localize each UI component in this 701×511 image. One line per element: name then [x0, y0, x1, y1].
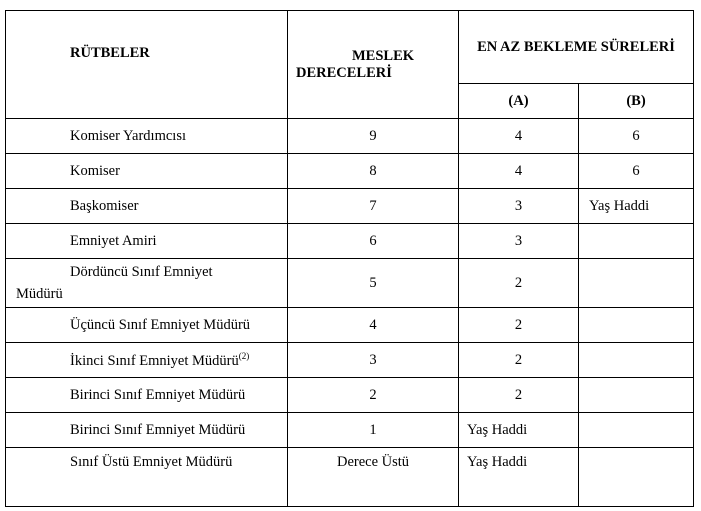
rank-cell: Komiser	[6, 154, 288, 189]
wait-a-cell: 4	[459, 154, 579, 189]
table-row	[6, 224, 694, 259]
table-row	[6, 413, 694, 448]
degree-cell: 9	[288, 119, 459, 154]
rank-line2: Müdürü	[16, 286, 63, 302]
wait-b-cell	[579, 448, 694, 507]
rank-text: İkinci Sınıf Emniyet Müdürü	[70, 352, 239, 369]
rank-cell: Birinci Sınıf Emniyet Müdürü	[6, 413, 288, 448]
rank-line1: Dördüncü Sınıf Emniyet	[70, 264, 213, 280]
table-row	[6, 189, 694, 224]
wait-a-cell: Yaş Haddi	[459, 448, 579, 507]
table-row	[6, 154, 694, 189]
degree-cell: 1	[288, 413, 459, 448]
wait-b-cell	[579, 413, 694, 448]
wait-a-cell: 3	[459, 224, 579, 259]
table-row	[6, 119, 694, 154]
wait-b-cell: 6	[579, 119, 694, 154]
rank-cell	[6, 259, 288, 308]
rank-table	[5, 10, 694, 507]
wait-b-cell	[579, 378, 694, 413]
header-meslek-dereceleri	[288, 11, 459, 119]
wait-a-cell: 4	[459, 119, 579, 154]
wait-b-cell	[579, 343, 694, 378]
wait-a-cell: 2	[459, 378, 579, 413]
degree-cell: 7	[288, 189, 459, 224]
rank-cell: Sınıf Üstü Emniyet Müdürü	[6, 448, 288, 507]
degree-cell: 5	[288, 259, 459, 308]
header-rutbeler: RÜTBELER	[6, 11, 288, 119]
wait-a-cell: 2	[459, 343, 579, 378]
rank-cell: Üçüncü Sınıf Emniyet Müdürü	[6, 308, 288, 343]
header-meslek-line2: DERECELERİ	[296, 64, 392, 81]
rank-cell: Birinci Sınıf Emniyet Müdürü	[6, 378, 288, 413]
rank-cell: Emniyet Amiri	[6, 224, 288, 259]
degree-cell: 3	[288, 343, 459, 378]
wait-a-cell: 2	[459, 259, 579, 308]
rank-cell: Komiser Yardımcısı	[6, 119, 288, 154]
wait-b-cell	[579, 259, 694, 308]
degree-cell: 2	[288, 378, 459, 413]
wait-a-cell: 3	[459, 189, 579, 224]
header-bekleme-sureleri: EN AZ BEKLEME SÜRELERİ	[459, 11, 694, 84]
wait-b-cell: Yaş Haddi	[579, 189, 694, 224]
wait-b-cell: 6	[579, 154, 694, 189]
header-meslek-line1: MESLEK	[352, 47, 415, 64]
wait-a-cell: Yaş Haddi	[459, 413, 579, 448]
wait-a-cell: 2	[459, 308, 579, 343]
table-row	[6, 308, 694, 343]
degree-cell: 4	[288, 308, 459, 343]
table-row	[6, 378, 694, 413]
degree-cell: 6	[288, 224, 459, 259]
rank-cell	[6, 343, 288, 378]
degree-cell: 8	[288, 154, 459, 189]
wait-b-cell	[579, 224, 694, 259]
table-row	[6, 448, 694, 507]
degree-cell: Derece Üstü	[288, 448, 459, 507]
header-a: (A)	[459, 84, 579, 119]
footnote-marker: (2)	[238, 350, 250, 361]
table-row	[6, 259, 694, 308]
header-b: (B)	[579, 84, 694, 119]
rank-cell: Başkomiser	[6, 189, 288, 224]
wait-b-cell	[579, 308, 694, 343]
table-row	[6, 343, 694, 378]
